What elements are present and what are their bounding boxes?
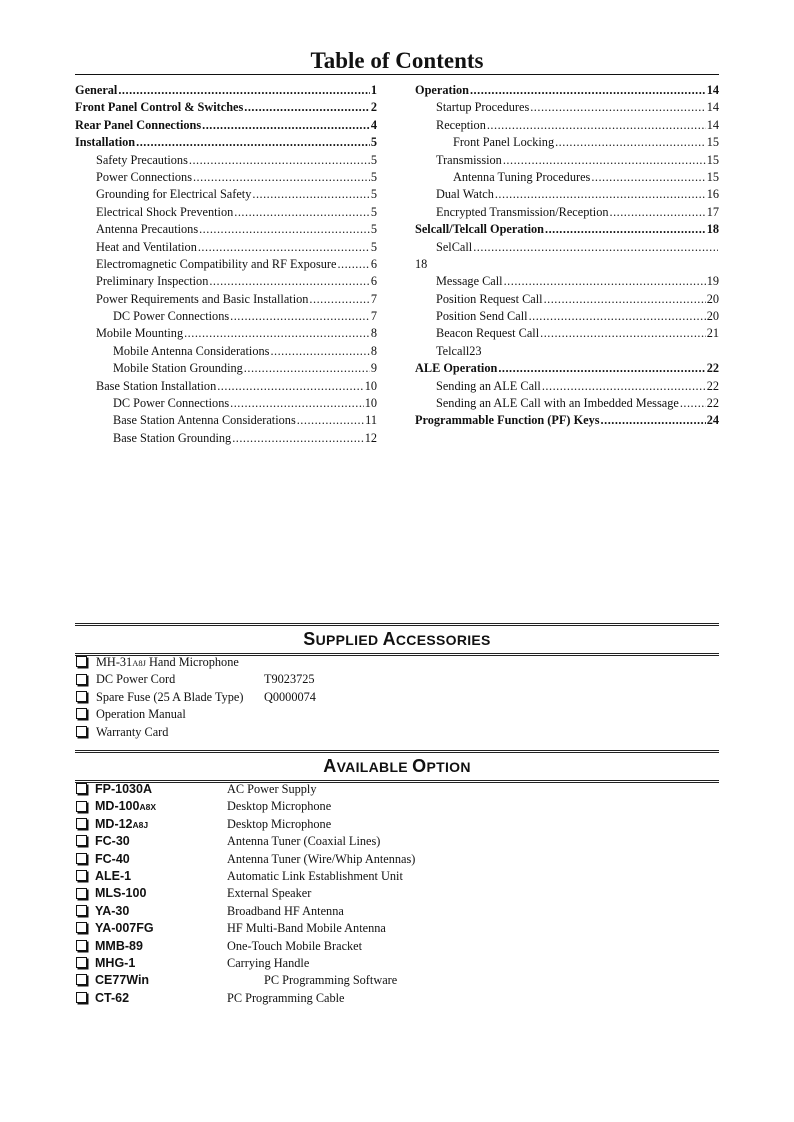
option-model bbox=[95, 955, 135, 972]
checkbox-icon bbox=[76, 853, 87, 864]
toc-right-column bbox=[415, 82, 719, 430]
toc-entry[interactable] bbox=[75, 343, 377, 360]
option-model-suffix: A8J bbox=[132, 819, 149, 830]
toc-dot-leader bbox=[504, 273, 706, 290]
toc-entry[interactable] bbox=[75, 204, 377, 221]
title-rule bbox=[75, 74, 719, 75]
toc-entry[interactable] bbox=[415, 204, 719, 221]
toc-entry[interactable] bbox=[75, 360, 377, 377]
heading-text: CCESSORIES bbox=[395, 632, 491, 648]
toc-entry[interactable] bbox=[415, 343, 719, 360]
toc-entry[interactable] bbox=[415, 221, 719, 238]
toc-dot-leader bbox=[544, 291, 706, 308]
toc-dot-leader bbox=[202, 117, 370, 134]
toc-entry-label: General bbox=[75, 83, 118, 97]
accessory-part-number: T9023725 bbox=[264, 672, 315, 687]
toc-entry[interactable] bbox=[75, 169, 377, 186]
accessory-name-text: Operation Manual bbox=[96, 707, 186, 722]
toc-dot-leader bbox=[601, 412, 706, 429]
checkbox-icon bbox=[76, 922, 87, 933]
toc-page-number: 22 bbox=[706, 361, 719, 376]
option-item bbox=[75, 903, 719, 920]
toc-entry-label: Rear Panel Connections bbox=[75, 117, 202, 132]
option-model-suffix: A8X bbox=[139, 802, 157, 813]
toc-page-number: 14 bbox=[706, 83, 719, 97]
accessory-name bbox=[96, 724, 168, 741]
toc-entry-label: Electrical Shock Prevention bbox=[96, 204, 234, 219]
toc-entry-label: Power Requirements and Basic Installation bbox=[96, 291, 309, 306]
toc-page-number: 15 bbox=[706, 135, 719, 150]
toc-entry[interactable] bbox=[415, 134, 719, 151]
checkbox-icon bbox=[76, 835, 87, 846]
toc-entry[interactable] bbox=[415, 412, 719, 429]
available-option-heading bbox=[75, 750, 719, 783]
toc-page-number: 5 bbox=[370, 135, 377, 150]
toc-entry[interactable] bbox=[75, 256, 377, 273]
option-description: Antenna Tuner (Coaxial Lines) bbox=[227, 834, 381, 849]
toc-entry[interactable] bbox=[75, 186, 377, 203]
toc-dot-leader bbox=[209, 273, 369, 290]
checkbox-icon bbox=[76, 691, 87, 702]
toc-entry[interactable] bbox=[75, 325, 377, 342]
toc-entry-label: Sending an ALE Call with an Imbedded Message bbox=[436, 396, 679, 411]
accessory-item bbox=[75, 654, 475, 671]
toc-entry-label: Transmission bbox=[436, 152, 502, 167]
option-item bbox=[75, 938, 719, 955]
option-item bbox=[75, 955, 719, 972]
toc-entry[interactable] bbox=[415, 169, 719, 186]
accessory-name bbox=[96, 654, 239, 672]
option-description: Antenna Tuner (Wire/Whip Antennas) bbox=[227, 851, 416, 866]
toc-entry-label: Base Station Grounding bbox=[113, 430, 232, 445]
option-description: External Speaker bbox=[227, 886, 312, 901]
toc-dot-leader bbox=[230, 395, 364, 412]
option-model bbox=[95, 990, 129, 1007]
toc-page-number: 12 bbox=[364, 430, 377, 445]
accessory-name bbox=[96, 689, 243, 706]
checkbox-icon bbox=[76, 974, 87, 985]
toc-entry[interactable] bbox=[415, 273, 719, 290]
toc-entry-label: ALE Operation bbox=[415, 361, 498, 376]
toc-entry-label: SelCall bbox=[436, 239, 473, 254]
toc-dot-leader bbox=[542, 378, 706, 395]
toc-entry-label: Safety Precautions bbox=[96, 152, 188, 167]
option-item bbox=[75, 920, 719, 937]
toc-entry-label: Operation bbox=[415, 83, 469, 97]
toc-entry-label: Selcall/Telcall Operation bbox=[415, 222, 544, 237]
toc-entry-label: 18 bbox=[415, 256, 428, 271]
toc-page-number: 5 bbox=[370, 187, 377, 202]
toc-entry-label: Front Panel Locking bbox=[453, 135, 555, 150]
heading-initial: O bbox=[412, 756, 427, 776]
toc-dot-leader bbox=[270, 343, 369, 360]
toc-entry-label: Electromagnetic Compatibility and RF Exposure bbox=[96, 256, 337, 271]
toc-page-number: 5 bbox=[370, 169, 377, 184]
accessory-name-text: Warranty Card bbox=[96, 724, 169, 739]
option-model bbox=[95, 938, 143, 955]
toc-page-number: 5 bbox=[370, 152, 377, 167]
toc-page-number: 8 bbox=[370, 343, 377, 358]
toc-entry[interactable] bbox=[75, 82, 377, 99]
checkbox-icon bbox=[76, 726, 87, 737]
option-description: Broadband HF Antenna bbox=[227, 903, 344, 918]
toc-dot-leader bbox=[189, 152, 370, 169]
toc-entry[interactable] bbox=[415, 152, 719, 169]
checkbox-icon bbox=[76, 656, 87, 667]
option-item bbox=[75, 885, 719, 902]
checkbox-icon bbox=[76, 957, 87, 968]
option-model-text: MD-12 bbox=[95, 816, 133, 831]
toc-entry[interactable] bbox=[75, 430, 377, 447]
option-model-text: CT-62 bbox=[95, 990, 130, 1005]
toc-page-number: 5 bbox=[370, 239, 377, 254]
toc-entry-label: Antenna Tuning Procedures bbox=[453, 169, 591, 184]
toc-entry-label: Position Request Call bbox=[436, 291, 543, 306]
toc-dot-leader bbox=[540, 325, 706, 342]
accessory-name-text: Spare Fuse (25 A Blade Type) bbox=[96, 689, 244, 704]
option-model bbox=[95, 972, 149, 989]
toc-entry[interactable] bbox=[75, 273, 377, 290]
option-model-text: MD-100 bbox=[95, 799, 140, 814]
heading-initial: A bbox=[382, 629, 396, 649]
option-description: Automatic Link Establishment Unit bbox=[227, 868, 403, 883]
toc-page-number: 15 bbox=[706, 152, 719, 167]
option-model-text: YA-30 bbox=[95, 903, 130, 918]
option-item bbox=[75, 851, 719, 868]
toc-entry-label: Antenna Precautions bbox=[96, 222, 199, 237]
option-model-text: MHG-1 bbox=[95, 955, 136, 970]
page-title: Table of Contents bbox=[310, 48, 484, 73]
toc-entry-label: Encrypted Transmission/Reception bbox=[436, 204, 609, 219]
available-option-list bbox=[75, 781, 719, 1007]
toc-page-number: 9 bbox=[370, 361, 377, 376]
accessory-name-text: DC Power Cord bbox=[96, 672, 176, 687]
option-description: AC Power Supply bbox=[227, 782, 317, 796]
toc-page-number: 24 bbox=[706, 413, 719, 428]
checkbox-icon bbox=[76, 708, 87, 719]
toc-dot-leader bbox=[193, 169, 370, 186]
option-model bbox=[95, 798, 156, 816]
toc-entry-label: Mobile Mounting bbox=[96, 326, 184, 341]
toc-entry[interactable] bbox=[415, 186, 719, 203]
toc-entry-label: Front Panel Control & Switches bbox=[75, 100, 244, 115]
toc-page-number: 14 bbox=[706, 100, 719, 115]
option-description: Desktop Microphone bbox=[227, 799, 332, 814]
toc-entry-label: Heat and Ventilation bbox=[96, 239, 197, 254]
toc-dot-leader bbox=[199, 221, 370, 238]
toc-page-number: 7 bbox=[370, 309, 377, 324]
checkbox-icon bbox=[76, 905, 87, 916]
option-item bbox=[75, 816, 719, 833]
heading-text: UPPLIED bbox=[315, 632, 383, 648]
option-item bbox=[75, 972, 719, 989]
toc-entry-label: Mobile Station Grounding bbox=[113, 361, 243, 376]
toc-dot-leader bbox=[530, 99, 705, 116]
toc-entry[interactable] bbox=[75, 395, 377, 412]
toc-entry[interactable] bbox=[75, 239, 377, 256]
option-model bbox=[95, 851, 130, 868]
option-description: HF Multi-Band Mobile Antenna bbox=[227, 921, 386, 936]
toc-entry-label: Grounding for Electrical Safety bbox=[96, 187, 252, 202]
toc-dot-leader bbox=[252, 186, 369, 203]
checkbox-icon bbox=[76, 818, 87, 829]
toc-entry[interactable] bbox=[75, 134, 377, 151]
toc-entry-label: Base Station Antenna Considerations bbox=[113, 413, 296, 428]
toc-entry[interactable] bbox=[415, 239, 719, 256]
toc-page-number: 21 bbox=[706, 326, 719, 341]
option-description: Carrying Handle bbox=[227, 955, 310, 970]
toc-entry[interactable] bbox=[415, 378, 719, 395]
toc-page-number: 5 bbox=[370, 222, 377, 237]
checkbox-icon bbox=[76, 783, 87, 794]
toc-entry[interactable] bbox=[75, 117, 377, 134]
option-model-text: ALE-1 bbox=[95, 868, 132, 883]
toc-entry-label: Dual Watch bbox=[436, 187, 494, 202]
toc-dot-leader bbox=[217, 378, 363, 395]
option-description: One-Touch Mobile Bracket bbox=[227, 938, 363, 953]
toc-page-number: 17 bbox=[706, 204, 719, 219]
toc-dot-leader bbox=[555, 134, 706, 151]
toc-page-number: 1 bbox=[370, 83, 377, 97]
toc-dot-leader bbox=[680, 395, 706, 412]
toc-page-number: 20 bbox=[706, 291, 719, 306]
toc-entry-label: Base Station Installation bbox=[96, 378, 217, 393]
toc-page-number: 14 bbox=[706, 117, 719, 132]
toc-entry[interactable] bbox=[415, 99, 719, 116]
toc-entry-label: Installation bbox=[75, 135, 136, 150]
toc-dot-leader bbox=[487, 117, 706, 134]
toc-entry-label: Beacon Request Call bbox=[436, 326, 540, 341]
toc-dot-leader bbox=[244, 99, 370, 116]
toc-page-number: 19 bbox=[706, 274, 719, 289]
toc-dot-leader bbox=[230, 308, 370, 325]
toc-entry-label: Programmable Function (PF) Keys bbox=[415, 413, 600, 428]
accessory-name bbox=[96, 671, 175, 688]
toc-page-number: 15 bbox=[706, 169, 719, 184]
option-model bbox=[95, 781, 152, 798]
toc-dot-leader bbox=[591, 169, 705, 186]
toc-entry[interactable] bbox=[415, 291, 719, 308]
option-description: Desktop Microphone bbox=[227, 816, 332, 831]
option-model bbox=[95, 920, 154, 937]
option-model bbox=[95, 885, 146, 902]
toc-page-number: 22 bbox=[706, 396, 719, 411]
checkbox-icon bbox=[76, 888, 87, 899]
option-item bbox=[75, 833, 719, 850]
toc-entry-label: DC Power Connections bbox=[113, 309, 230, 324]
toc-entry[interactable] bbox=[415, 117, 719, 134]
toc-dot-leader bbox=[198, 239, 370, 256]
toc-page-number: 18 bbox=[706, 222, 719, 237]
toc-entry-label: Position Send Call bbox=[436, 309, 528, 324]
supplied-accessories-list bbox=[75, 654, 475, 741]
heading-text: PTION bbox=[426, 759, 471, 775]
toc-entry[interactable] bbox=[415, 82, 719, 99]
option-model-text: MMB-89 bbox=[95, 938, 143, 953]
accessory-part-number: Q0000074 bbox=[264, 689, 316, 704]
toc-entry[interactable] bbox=[415, 325, 719, 342]
option-model-text: FC-40 bbox=[95, 851, 130, 866]
option-description: PC Programming Software bbox=[264, 973, 398, 988]
option-description: PC Programming Cable bbox=[227, 990, 345, 1005]
toc-dot-leader bbox=[309, 291, 369, 308]
accessory-item bbox=[75, 671, 475, 688]
toc-page-number: 2 bbox=[370, 100, 377, 115]
toc-dot-leader bbox=[545, 221, 706, 238]
toc-page-number: 22 bbox=[706, 378, 719, 393]
toc-entry[interactable] bbox=[75, 412, 377, 429]
toc-entry[interactable] bbox=[75, 308, 377, 325]
toc-dot-leader bbox=[473, 239, 718, 256]
heading-text: VAILABLE bbox=[336, 759, 413, 775]
option-item bbox=[75, 798, 719, 815]
toc-page-number: 5 bbox=[370, 204, 377, 219]
toc-dot-leader bbox=[498, 360, 705, 377]
toc-entry[interactable] bbox=[415, 308, 719, 325]
option-model bbox=[95, 833, 130, 850]
toc-dot-leader bbox=[503, 152, 706, 169]
toc-dot-leader bbox=[495, 186, 706, 203]
toc-dot-leader bbox=[232, 430, 364, 447]
toc-entry[interactable] bbox=[75, 291, 377, 308]
option-model-text: MLS-100 bbox=[95, 886, 147, 901]
toc-page-number: 16 bbox=[706, 187, 719, 202]
toc-entry[interactable] bbox=[75, 221, 377, 238]
accessory-name-tail: Hand Microphone bbox=[145, 655, 239, 669]
toc-page-number: 4 bbox=[370, 117, 377, 132]
option-model-text: CE77Win bbox=[95, 973, 150, 988]
option-model-text: YA-007FG bbox=[95, 921, 154, 936]
toc-entry-label: Startup Procedures bbox=[436, 100, 530, 115]
toc-entry[interactable] bbox=[75, 99, 377, 116]
toc-entry[interactable] bbox=[415, 395, 719, 412]
toc-dot-leader bbox=[337, 256, 369, 273]
accessory-item bbox=[75, 706, 475, 723]
option-item bbox=[75, 990, 719, 1007]
toc-entry-label: Telcall23 bbox=[436, 343, 482, 358]
toc-page-number: 10 bbox=[364, 378, 377, 393]
toc-left-column bbox=[75, 82, 377, 447]
accessory-item bbox=[75, 724, 475, 741]
toc-dot-leader bbox=[470, 82, 706, 99]
accessory-name bbox=[96, 706, 186, 723]
checkbox-icon bbox=[76, 674, 87, 685]
toc-entry-label: Power Connections bbox=[96, 169, 192, 184]
option-item bbox=[75, 868, 719, 885]
accessory-suffix: A8J bbox=[132, 658, 146, 668]
supplied-accessories-heading bbox=[75, 623, 719, 656]
toc-page-number: 6 bbox=[370, 256, 377, 271]
toc-entry-label: Mobile Antenna Considerations bbox=[113, 343, 270, 358]
toc-dot-leader bbox=[244, 360, 370, 377]
accessory-name-text: MH-31 bbox=[96, 655, 133, 669]
toc-dot-leader bbox=[610, 204, 706, 221]
toc-dot-leader bbox=[118, 82, 370, 99]
heading-initial: S bbox=[303, 629, 316, 649]
toc-dot-leader bbox=[136, 134, 370, 151]
toc-page-number: 7 bbox=[370, 291, 377, 306]
option-model-text: FC-30 bbox=[95, 834, 130, 849]
checkbox-icon bbox=[76, 940, 87, 951]
toc-entry[interactable] bbox=[415, 256, 719, 273]
toc-page-number: 10 bbox=[364, 396, 377, 411]
toc-dot-leader bbox=[234, 204, 370, 221]
option-model bbox=[95, 816, 148, 834]
checkbox-icon bbox=[76, 992, 87, 1003]
toc-entry-label: Sending an ALE Call bbox=[436, 378, 541, 393]
checkbox-icon bbox=[76, 801, 87, 812]
toc-page-number: 6 bbox=[370, 274, 377, 289]
toc-entry-label: Reception bbox=[436, 117, 486, 132]
option-model-text: FP-1030A bbox=[95, 782, 152, 796]
toc-entry[interactable] bbox=[75, 152, 377, 169]
toc-dot-leader bbox=[297, 412, 364, 429]
toc-dot-leader bbox=[529, 308, 706, 325]
toc-entry-label: Preliminary Inspection bbox=[96, 274, 209, 289]
heading-initial: A bbox=[323, 756, 337, 776]
accessory-item bbox=[75, 689, 475, 706]
toc-entry-label: DC Power Connections bbox=[113, 396, 230, 411]
toc-page-number: 20 bbox=[706, 309, 719, 324]
option-model bbox=[95, 868, 131, 885]
checkbox-icon bbox=[76, 870, 87, 881]
option-model bbox=[95, 903, 129, 920]
toc-entry[interactable] bbox=[415, 360, 719, 377]
toc-dot-leader bbox=[184, 325, 370, 342]
toc-page-number: 11 bbox=[365, 413, 377, 428]
toc-page-number: 8 bbox=[370, 326, 377, 341]
option-item bbox=[75, 781, 719, 798]
toc-entry-label: Message Call bbox=[436, 274, 503, 289]
toc-entry[interactable] bbox=[75, 378, 377, 395]
